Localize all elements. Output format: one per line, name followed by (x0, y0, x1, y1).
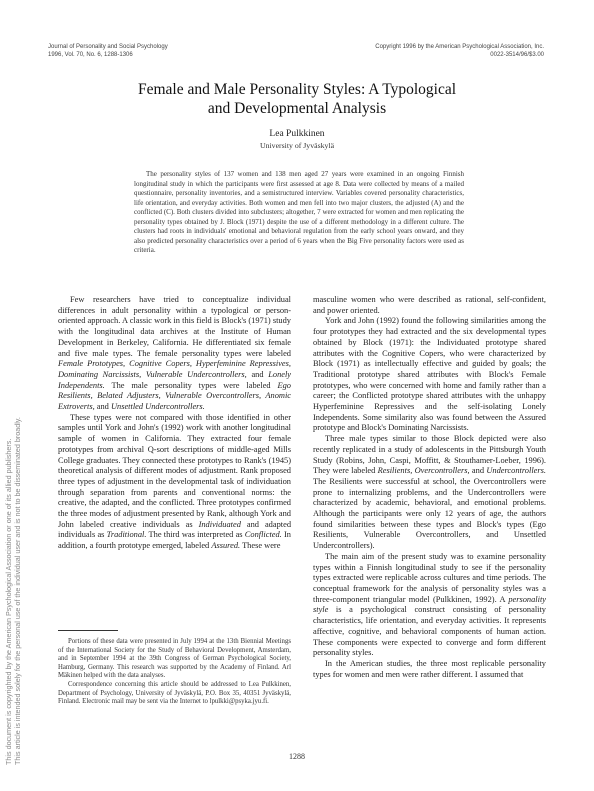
copyright-header (375, 44, 544, 59)
article-title (60, 80, 534, 118)
title-line-1: Female and Male Personality Styles: A Typological (137, 81, 457, 98)
italic-term: Lonely Independents. (58, 369, 292, 390)
italic-term: personality style (313, 594, 546, 615)
footnote-divider (58, 630, 118, 631)
italic-term: Undercontrollers. (486, 466, 546, 476)
footnotes (58, 638, 291, 707)
copyright-side-notice (0, 150, 24, 790)
title-line-2: and Developmental Analysis (207, 100, 387, 117)
page-number: 1288 (289, 752, 305, 761)
italic-term: Unsettled Undercontrollers. (110, 402, 205, 412)
italic-term: Individuated (198, 519, 241, 529)
paragraph: Three male types similar to those Block depicted were also recently replicated in a study of adolescents in the Pittsburgh Youth Study (Robins, John, Caspi, Moffitt, & Stouthamer-Loeber, 1996). They were labeled Resilients, Overcontrollers, and Undercontrollers. The Resilients were successful at school, the Overcontrollers were prone to internalizing problems, and the Undercontrollers were characterized by academic, behavioral, and emotional problems. Although the participants were only 12 years of age, the authors found similarities between these types and Block's types (Ego Resilients, Vulnerable Overcontrollers, and Unsettled Undercontrollers). (313, 434, 546, 551)
paragraph: masculine women who were described as rational, self-confident, and power oriented. (313, 295, 546, 315)
journal-citation (48, 44, 168, 59)
right-column (313, 295, 546, 680)
paragraph: Few researchers have tried to conceptualize individual differences in adult personality within a typological or person-oriented approach. A classic work in this field is Block's (1971) study with the longitudinal data archives at the Institute of Human Development in Berkeley, California. He differentiated six female and five male types. The female personality types were labeled Female Prototypes, Cognitive Copers, Hyperfeminine Repressives, Dominating Narcissists, Vulnerable Undercontrollers, and Lonely Independents. The male personality types were labeled Ego Resilients, Belated Adjusters, Vulnerable Overcontrollers, Anomic Extroverts, and Unsettled Undercontrollers. (58, 295, 292, 412)
author-name: Lea Pulkkinen (269, 129, 325, 139)
journal-volume: 1996, Vol. 70, No. 6, 1288-1306 (48, 51, 133, 58)
copyright-code: 0022-3514/96/$3.00 (490, 51, 544, 58)
italic-term: Conflicted. (244, 530, 282, 540)
paragraph: In the American studies, the three most replicable personality types for women and men were rather different. I assumed that (313, 658, 546, 679)
copyright-line: Copyright 1996 by the American Psychological Association, Inc. (375, 44, 544, 50)
italic-term: Ego Resilients, Belated Adjusters, Vulnerable Overcontrollers, Anomic Extroverts, (58, 380, 291, 412)
side-notice-line-1: This document is copyrighted by the American Psychological Association or one of its allied publishers. (4, 438, 13, 765)
italic-term: Traditional. (106, 530, 147, 540)
footnote-correspondence: Correspondence concerning this article should be addressed to Lea Pulkkinen, Department of Psychology, University of Jyväskylä, P.O. Box 35, 40351 Jyväskylä, Finland. Electronic mail may be sent via the Internet to lpulkki@psyka.jyu.fi. (58, 680, 291, 706)
side-notice-line-2: This article is intended solely for the personal use of the individual user and is not to be disseminated broadly. (13, 417, 22, 765)
abstract: The personality styles of 137 women and 138 men aged 27 years were examined in an ongoing Finnish longitudinal study in which the participants were first assessed at age 8. Data were collected by means of a mailed questionnaire, personality inventories, and a semistructured interview. Variables covered personality characteristics, life orientation, and everyday activities. Both women and men fell into two major clusters, the adjusted (A) and the conflicted (C). Both clusters divided into subclusters; altogether, 7 were extracted for women and men replicating the personality types obtained by J. Block (1971) despite the use of a different methodology in a different culture. The clusters had roots in individuals' emotional and behavioral regulation from the early school years onward, and they also predicted personality characteristics over a period of 6 years when the Big Five personality factors were used as criteria. (134, 170, 464, 254)
journal-name: Journal of Personality and Social Psychology (48, 44, 168, 50)
italic-term: Resilients, Overcontrollers, (377, 466, 470, 476)
author-affiliation: University of Jyväskylä (259, 141, 335, 150)
paragraph: The main aim of the present study was to examine personality types within a Finnish longitudinal study to see if the personality types extracted were replicable across cultures and time periods. The conceptual framework for the analysis of personality styles was a three-component triangular model (Pulkkinen, 1992). A personality style is a psychological construct consisting of personality characteristics, life orientation, and everyday activities. It represents affective, cognitive, and behavioral components of human action. These components were expected to converge and form different personality styles. (313, 551, 546, 658)
footnote-presentation: Portions of these data were presented in July 1994 at the 13th Biennial Meetings of the International Society for the Study of Behavioral Development, Amsterdam, and in September 1994 at the 39th Congress of German Psychological Society, Hamburg, Germany. This research was supported by the Academy of Finland. Arl Mäkinen helped with the data analyses. (58, 638, 291, 680)
paragraph: These types were not compared with those identified in other samples until York and John's (1992) work with another longitudinal sample of women in California. They extracted four female prototypes from archival Q-sort descriptions of middle-aged Mills College graduates. They connected these prototypes to Rank's (1945) theoretical analysis of different modes of adjustment. Rank proposed three types of adjustment in the developmental task of individuation through separation from parents and conventional norms: the creative, the adapted, and the conflicted. Three prototypes confirmed the three modes of adjustment presented by Rank, although York and John labeled creative individuals as Individuated and adapted individuals as Traditional. The third was interpreted as Conflicted. In addition, a fourth prototype emerged, labeled Assured. These were (58, 412, 292, 551)
italic-term: Assured. (211, 541, 241, 551)
left-column (58, 295, 291, 552)
paragraph: York and John (1992) found the following similarities among the four prototypes they had extracted and the six developmental types obtained by Block (1971): the Individuated prototype shared attributes with the Cognitive Copers, who were characterized by Block (1971) as intellectually effective and guided by goals; the Traditional prototype shared attributes with Block's Female prototypes, who were concerned with home and family rather than a career; the Conflicted prototype shared attributes with the unhappy Hyperfeminine Repressives and the self-isolating Lonely Independents. Some similarity also was found between the Assured prototype and Block's Dominating Narcissists. (313, 316, 546, 433)
italic-term: Female Prototypes, Cognitive Copers, Hyperfeminine Repressives, Dominating Narcissists, Vulnerable Undercontrollers, (58, 359, 291, 379)
